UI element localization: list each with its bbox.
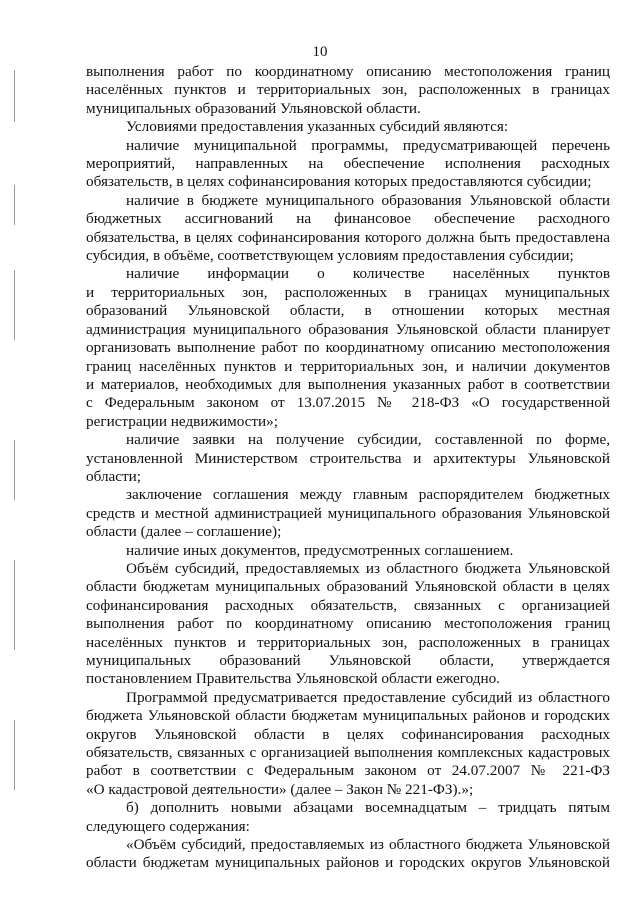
text-line: наличие в бюджете муниципального образования Ульяновской области [126,191,610,209]
text-line: бюджетных ассигнований на финансовое обеспечение расходного [86,210,610,228]
text-line: выполнения работ по координатному описанию местоположения границ [86,63,610,80]
text-line: области бюджетам муниципальных районов и городских округов Ульяновской [86,854,610,872]
text-line: населённых пунктов и территориальных зон, расположенных в границах [86,633,610,651]
text-line: наличие информации о количестве населённых пунктов [126,265,610,283]
text-line: наличие муниципальной программы, предусматривающей перечень [126,136,610,154]
margin-rule [14,185,15,225]
text-line: образований Ульяновской области, в отношении которых местная [86,302,610,320]
text-line: обязательств, связанных с организацией выполнения комплексных кадастровых [86,744,610,762]
text-line: бюджета Ульяновской области бюджетам муниципальных районов и городских [86,707,610,725]
margin-rule [14,560,15,650]
text-line: муниципальных образований Ульяновской области, утверждается [86,652,610,669]
text-line: муниципальных образований Ульяновской области. [86,99,421,117]
text-line: б) дополнить новыми абзацами восемнадцатым – тридцать пятым [126,799,610,817]
text-line: наличие иных документов, предусмотренных соглашением. [126,541,514,559]
margin-rule [14,270,15,340]
text-line: работ в соответствии с Федеральным законом от 24.07.2007 № 221-ФЗ [86,762,610,780]
margin-rule [14,440,15,500]
text-line: регистрации недвижимости»; [86,412,278,430]
text-line: области; [86,467,141,485]
text-line: выполнения работ по координатному описанию местоположения границ [86,615,610,633]
text-line: области (далее – соглашение); [86,523,282,541]
text-line: установленной Министерством строительства и архитектуры Ульяновской [86,449,610,467]
text-line: с Федеральным законом от 13.07.2015 № 218-ФЗ «О государственной [86,394,610,412]
text-line: Условиями предоставления указанных субсидий являются: [126,118,509,136]
text-line: софинансирования расходных обязательств, связанных с организацией [86,596,610,614]
text-line: населённых пунктов и территориальных зон, расположенных в границах [86,81,610,99]
text-line: субсидия, в объёме, соответствующем условиям предоставления субсидии; [86,247,574,265]
text-line: средств и местной администрацией муниципального образования Ульяновской [86,504,610,522]
text-line: «О кадастровой деятельности» (далее – Закон № 221-ФЗ).»; [86,780,474,798]
text-line: обязательства, в целях софинансирования которого должна быть предоставлена [86,228,610,246]
text-line: границ населённых пунктов и территориальных зон, и наличии документов [86,357,610,375]
text-line: администрация муниципального образования Ульяновской области планирует [86,320,610,338]
text-line: заключение соглашения между главным распорядителем бюджетных [126,486,610,504]
text-line: обязательств, в целях софинансирования которых предоставляются субсидии; [86,173,592,191]
text-line: постановлением Правительства Ульяновской области ежегодно. [86,670,500,688]
text-line: и материалов, необходимых для выполнения указанных работ в соответствии [86,375,610,393]
text-line: Программой предусматривается предоставление субсидий из областного [126,688,610,706]
text-line: организовать выполнение работ по координатному описанию местоположения [86,339,610,357]
text-line: «Объём субсидий, предоставляемых из областного бюджета Ульяновской [126,836,610,854]
text-line: области бюджетам муниципальных образований Ульяновской области в целях [86,578,610,596]
text-line: следующего содержания: [86,817,250,835]
text-line: наличие заявки на получение субсидии, составленной по форме, [126,431,610,449]
document-body [86,63,610,873]
margin-rule [14,70,15,122]
text-line: округов Ульяновской области в целях софинансирования расходных [86,725,610,743]
text-line: Объём субсидий, предоставляемых из областного бюджета Ульяновской [126,559,610,577]
text-line: и территориальных зон, расположенных в границах муниципальных [86,283,610,301]
page-number: 10 [312,44,328,60]
margin-rule [14,720,15,790]
text-line: мероприятий, направленных на обеспечение исполнения расходных [86,155,610,173]
